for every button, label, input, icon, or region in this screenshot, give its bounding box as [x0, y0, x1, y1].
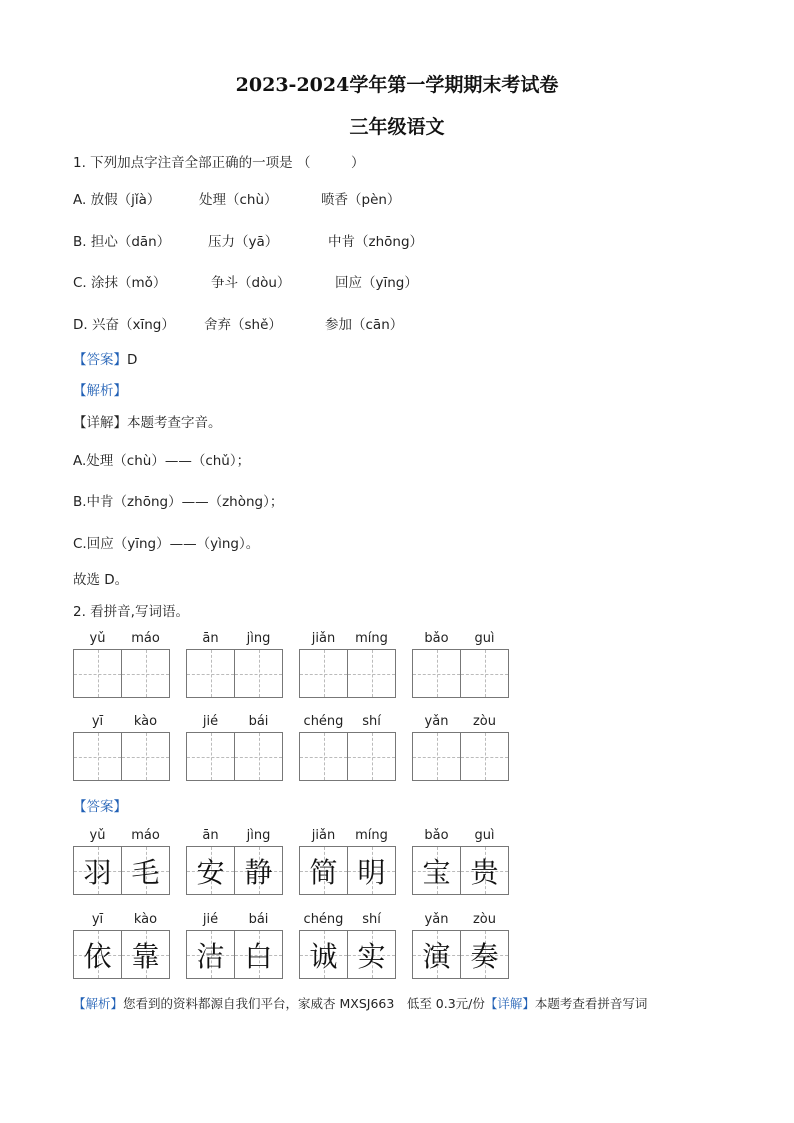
q1-detail	[73, 411, 222, 431]
pinyin-label: míng	[355, 631, 388, 646]
tianzige-cell	[186, 846, 235, 895]
answer-character: 洁	[196, 939, 225, 973]
pinyin-label: kào	[133, 912, 158, 927]
char-cells	[186, 846, 282, 895]
pinyin-label: bǎo	[424, 631, 449, 646]
tianzige-cell	[299, 846, 348, 895]
word-grid	[299, 631, 397, 698]
pinyin-label: zòu	[472, 912, 497, 927]
pinyin-row	[412, 828, 510, 846]
pinyin-row	[299, 631, 397, 649]
answer-tag: 【答案】	[73, 352, 127, 368]
option-a-label: A. 放假（jǐà）	[73, 192, 161, 208]
tianzige-cell	[347, 732, 396, 781]
answer-character: 简	[309, 855, 338, 889]
pinyin-label: yǔ	[89, 631, 106, 646]
pinyin-label: chéng	[303, 912, 344, 927]
pinyin-label: shí	[362, 912, 381, 927]
footer-detail: 本题考查看拼音写词	[534, 996, 648, 1011]
word-grid	[73, 714, 171, 781]
pinyin-label: bái	[248, 714, 269, 729]
word-grid	[412, 828, 510, 895]
tianzige-cell	[121, 732, 170, 781]
pinyin-label: máo	[131, 828, 160, 843]
char-cells	[186, 649, 282, 698]
option-a-b: 处理（chù）	[199, 192, 278, 208]
tianzige-cell	[73, 930, 122, 979]
pinyin-label: yǎn	[424, 912, 449, 927]
question-1-stem: 1. 下列加点字注音全部正确的一项是 （ ）	[73, 155, 365, 171]
tianzige-cell	[460, 930, 509, 979]
tianzige-cell	[234, 846, 283, 895]
tianzige-cell	[347, 649, 396, 698]
q1-line-b: B.中肯（zhōng）——（zhòng）；	[73, 494, 284, 510]
tianzige-cell	[121, 649, 170, 698]
answer-character: 白	[244, 939, 273, 973]
char-cells	[299, 846, 395, 895]
word-grid	[73, 912, 171, 979]
answer-character: 诚	[309, 939, 338, 973]
page-subtitle: 三年级语文	[349, 116, 445, 138]
answer-value: D	[127, 352, 138, 368]
page-title: 2023-2024学年第一学期期末考试卷	[235, 74, 559, 96]
option-a	[73, 188, 401, 208]
pinyin-label: bái	[248, 912, 269, 927]
q1-analysis-tag: 【解析】	[73, 383, 127, 399]
word-grid	[73, 631, 171, 698]
q1-line-c: C.回应（yīng）——（yìng）。	[73, 536, 260, 552]
pinyin-label: yǔ	[89, 828, 106, 843]
char-cells	[186, 930, 282, 979]
pinyin-label: jié	[202, 714, 219, 729]
tianzige-cell	[460, 649, 509, 698]
analysis-tag: 【解析】	[73, 996, 124, 1011]
pinyin-row	[73, 714, 171, 732]
word-grid	[186, 828, 284, 895]
q2-footer	[73, 994, 647, 1012]
pinyin-label: jìng	[246, 828, 271, 843]
pinyin-row	[73, 631, 171, 649]
tianzige-cell	[299, 732, 348, 781]
pinyin-row	[186, 631, 284, 649]
word-grid	[412, 714, 510, 781]
answer-character: 静	[244, 855, 273, 889]
pinyin-label: jìng	[246, 631, 271, 646]
pinyin-label: chéng	[303, 714, 344, 729]
option-c-c: 回应（yīng）	[335, 275, 418, 291]
pinyin-label: bǎo	[424, 828, 449, 843]
tianzige-cell	[73, 846, 122, 895]
pinyin-label: ān	[202, 631, 219, 646]
answer-character: 演	[422, 939, 451, 973]
pinyin-label: yī	[91, 912, 104, 927]
pinyin-label: yǎn	[424, 714, 449, 729]
answer-character: 依	[83, 939, 112, 973]
char-cells	[299, 930, 395, 979]
char-cells	[73, 846, 169, 895]
tianzige-cell	[460, 732, 509, 781]
pinyin-row	[412, 912, 510, 930]
detail-tag: 【详解】	[73, 415, 127, 431]
option-a-c: 喷香（pèn）	[321, 192, 401, 208]
word-grid	[299, 828, 397, 895]
tianzige-cell	[186, 732, 235, 781]
q1-answer	[73, 348, 137, 368]
char-cells	[412, 649, 508, 698]
char-cells	[73, 732, 169, 781]
tianzige-cell	[412, 846, 461, 895]
tianzige-cell	[299, 649, 348, 698]
tianzige-cell	[299, 930, 348, 979]
pinyin-row	[299, 714, 397, 732]
pinyin-label: jié	[202, 912, 219, 927]
pinyin-label: ān	[202, 828, 219, 843]
pinyin-label: yī	[91, 714, 104, 729]
answer-character: 贵	[470, 855, 499, 889]
char-cells	[73, 649, 169, 698]
q1-line-a: A.处理（chù）——（chǔ）；	[73, 453, 251, 469]
pinyin-row	[73, 828, 171, 846]
footer-detail-tag: 【详解】	[484, 996, 535, 1011]
pinyin-label: jiǎn	[311, 631, 336, 646]
option-d-b: 舍弃（shě）	[204, 317, 282, 333]
char-cells	[299, 732, 395, 781]
answer-character: 实	[357, 939, 386, 973]
pinyin-row	[299, 828, 397, 846]
option-d-label: D. 兴奋（xīng）	[73, 317, 175, 333]
q1-conclusion: 故选 D。	[73, 572, 129, 588]
q2-answer-tag: 【答案】	[73, 799, 127, 815]
option-b-c: 中肯（zhōng）	[328, 234, 424, 250]
word-grid	[186, 912, 284, 979]
pinyin-row	[186, 828, 284, 846]
option-c-label: C. 涂抹（mǒ）	[73, 275, 167, 291]
pinyin-label: máo	[131, 631, 160, 646]
char-cells	[412, 846, 508, 895]
pinyin-row	[73, 912, 171, 930]
answer-character: 靠	[131, 939, 160, 973]
pinyin-row	[412, 714, 510, 732]
answer-character: 明	[357, 855, 386, 889]
answer-character: 奏	[470, 939, 499, 973]
pinyin-label: kào	[133, 714, 158, 729]
char-cells	[412, 930, 508, 979]
option-b	[73, 230, 424, 250]
tianzige-cell	[412, 732, 461, 781]
word-grid	[73, 828, 171, 895]
option-c-b: 争斗（dòu）	[211, 275, 291, 291]
word-grid	[412, 631, 510, 698]
word-grid	[299, 714, 397, 781]
tianzige-cell	[234, 649, 283, 698]
tianzige-cell	[73, 649, 122, 698]
answer-character: 羽	[83, 855, 112, 889]
pinyin-label: míng	[355, 828, 388, 843]
word-grid	[186, 631, 284, 698]
option-c	[73, 271, 418, 291]
watermark-text: 您看到的资料都源自我们平台，家威杏 MXSJ663 低至 0.3元/份	[123, 996, 485, 1011]
tianzige-cell	[234, 930, 283, 979]
tianzige-cell	[460, 846, 509, 895]
answer-character: 安	[196, 855, 225, 889]
tianzige-cell	[412, 649, 461, 698]
option-b-label: B. 担心（dān）	[73, 234, 171, 250]
tianzige-cell	[347, 930, 396, 979]
tianzige-cell	[73, 732, 122, 781]
pinyin-label: jiǎn	[311, 828, 336, 843]
question-2-stem: 2. 看拼音,写词语。	[73, 604, 189, 620]
option-d	[73, 313, 404, 333]
char-cells	[73, 930, 169, 979]
word-grid	[186, 714, 284, 781]
word-grid	[299, 912, 397, 979]
answer-character: 宝	[422, 855, 451, 889]
char-cells	[299, 649, 395, 698]
char-cells	[186, 732, 282, 781]
option-d-c: 参加（cān）	[325, 317, 404, 333]
pinyin-label: guì	[474, 828, 495, 843]
char-cells	[412, 732, 508, 781]
tianzige-cell	[412, 930, 461, 979]
pinyin-label: zòu	[472, 714, 497, 729]
detail-text: 本题考查字音。	[127, 415, 222, 431]
tianzige-cell	[121, 930, 170, 979]
word-grid	[412, 912, 510, 979]
option-b-b: 压力（yā）	[208, 234, 279, 250]
tianzige-cell	[186, 930, 235, 979]
pinyin-row	[186, 912, 284, 930]
tianzige-cell	[186, 649, 235, 698]
pinyin-label: guì	[474, 631, 495, 646]
pinyin-row	[299, 912, 397, 930]
answer-character: 毛	[131, 855, 160, 889]
pinyin-row	[412, 631, 510, 649]
tianzige-cell	[121, 846, 170, 895]
pinyin-row	[186, 714, 284, 732]
tianzige-cell	[234, 732, 283, 781]
pinyin-label: shí	[362, 714, 381, 729]
tianzige-cell	[347, 846, 396, 895]
